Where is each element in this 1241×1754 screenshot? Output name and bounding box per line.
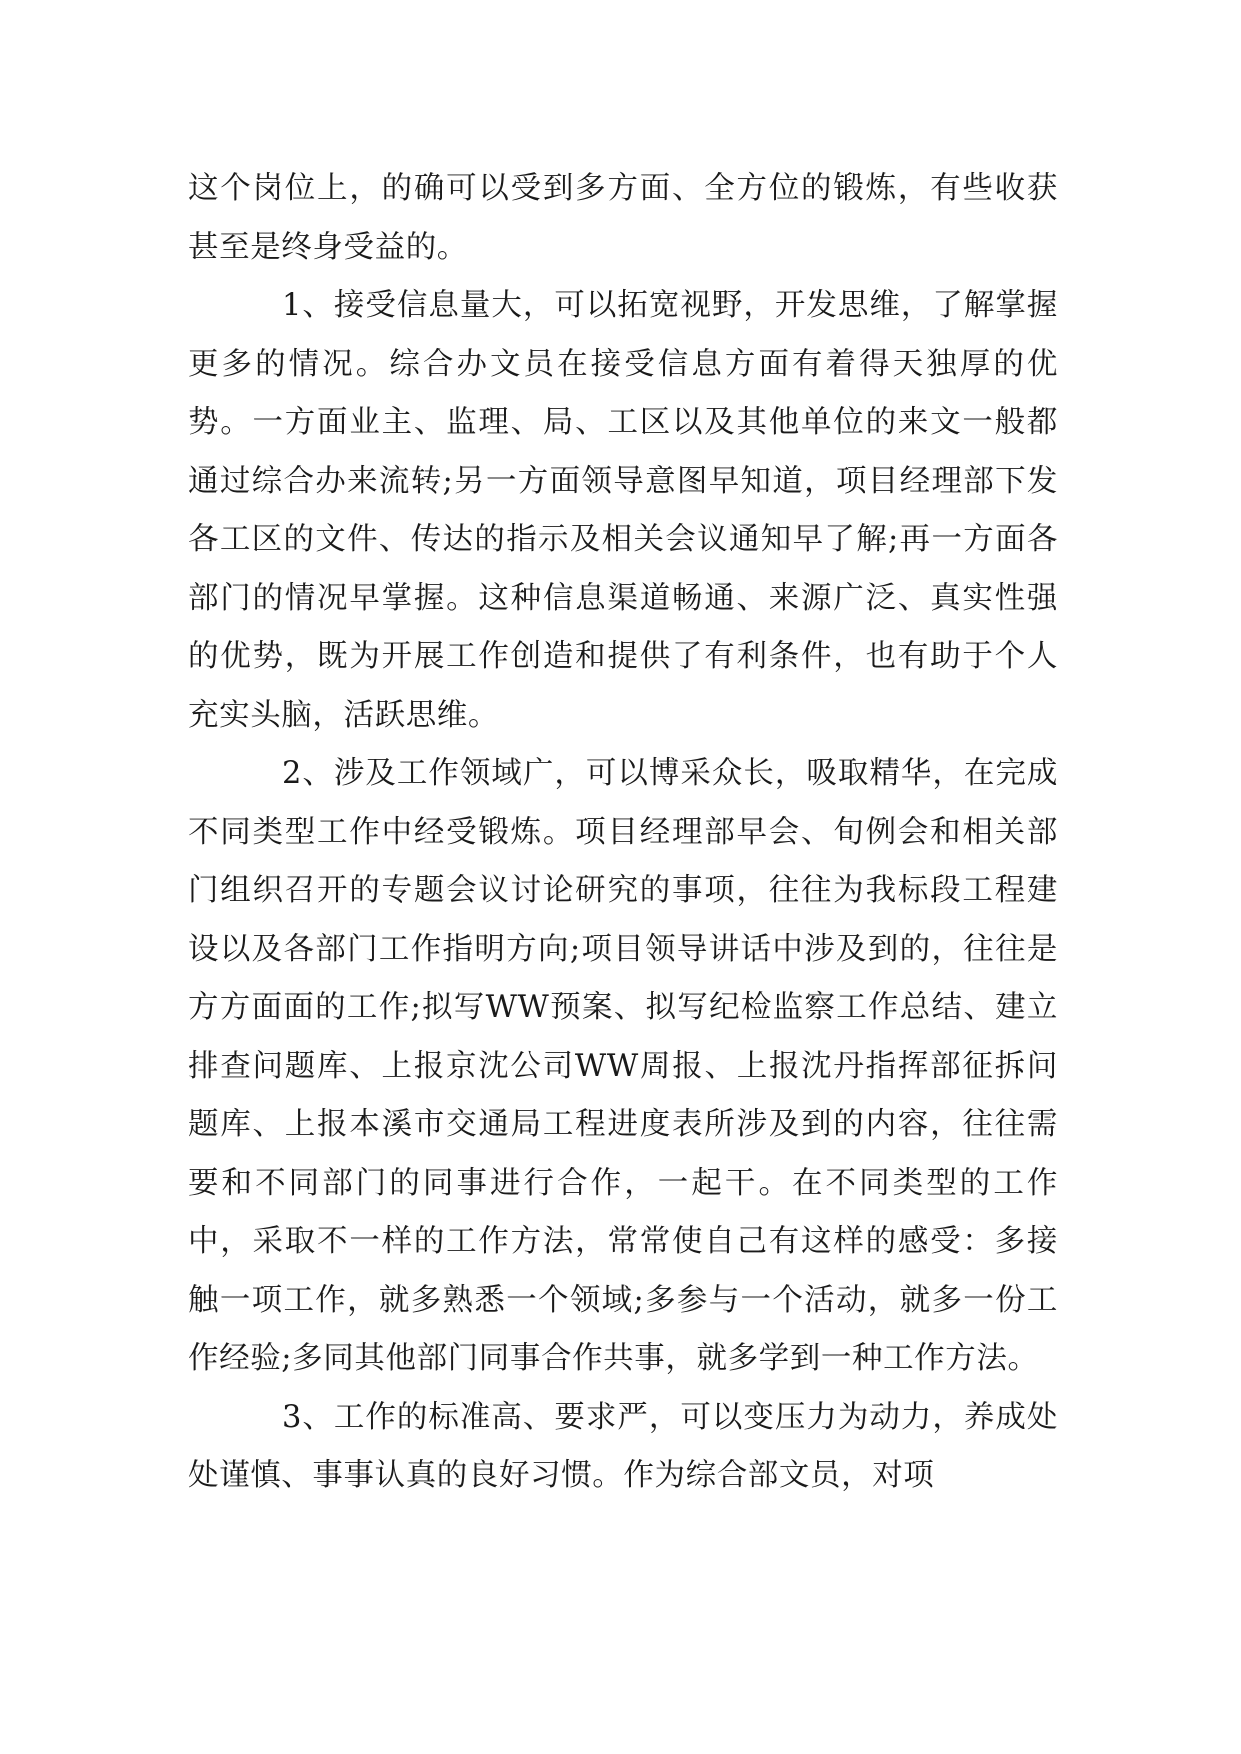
paragraph-item-2: 2、涉及工作领域广，可以博采众长，吸取精华，在完成不同类型工作中经受锻炼。项目经理部早会、旬例会和相关部门组织召开的专题会议讨论研究的事项，往往为我标段工程建设以及各部门工作指明方向;项目领导讲话中涉及到的，往往是方方面面的工作;拟写WW预案、拟写纪检监察工作总结、建立排查问题库、上报京沈公司WW周报、上报沈丹指挥部征拆问题库、上报本溪市交通局工程进度表所涉及到的内容，往往需要和不同部门的同事进行合作，一起干。在不同类型的工作中，采取不一样的工作方法，常常使自己有这样的感受：多接触一项工作，就多熟悉一个领域;多参与一个活动，就多一份工作经验;多同其他部门同事合作共事，就多学到一种工作方法。 xyxy=(188,756,1058,1376)
paragraph-continuation: 这个岗位上，的确可以受到多方面、全方位的锻炼，有些收获甚至是终身受益的。 xyxy=(188,171,1058,265)
document-body xyxy=(188,160,1058,1506)
paragraph-item-1: 1、接受信息量大，可以拓宽视野，开发思维，了解掌握更多的情况。综合办文员在接受信息方面有着得天独厚的优势。一方面业主、监理、局、工区以及其他单位的来文一般都通过综合办来流转;另一方面领导意图早知道，项目经理部下发各工区的文件、传达的指示及相关会议通知早了解;再一方面各部门的情况早掌握。这种信息渠道畅通、来源广泛、真实性强的优势，既为开展工作创造和提供了有利条件，也有助于个人充实头脑，活跃思维。 xyxy=(188,288,1058,733)
paragraph-item-3: 3、工作的标准高、要求严，可以变压力为动力，养成处处谨慎、事事认真的良好习惯。作为综合部文员，对项 xyxy=(188,1399,1058,1493)
